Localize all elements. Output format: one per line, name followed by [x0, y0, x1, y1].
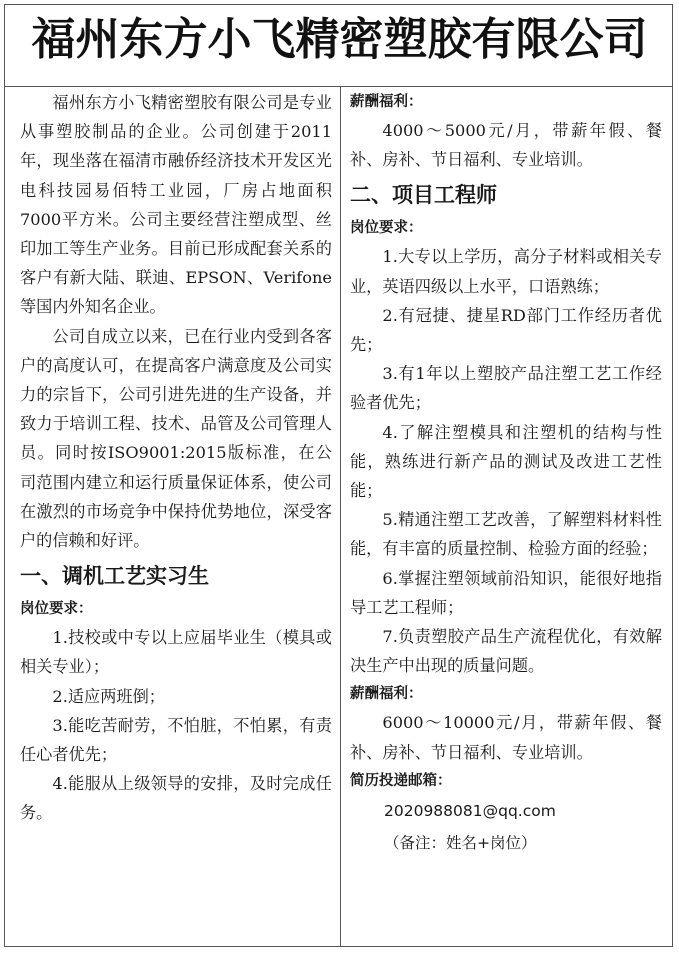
job-2-requirement: 2.有冠捷、捷星RD部门工作经历者优先； [350, 305, 662, 355]
job-2-requirement: 6.掌握注塑领域前沿知识，能很好地指导工艺工程师； [350, 568, 662, 617]
job-1-title: 一、调机工艺实习生 [20, 564, 209, 589]
job-1-requirement: 1.技校或中专以上应届毕业生（模具或相关专业）； [20, 628, 332, 677]
job-1-requirements-label: 岗位要求： [20, 601, 93, 618]
job-2-requirement: 4.了解注塑模具和注塑机的结构与性能，熟练进行新产品的测试及改进工艺性能； [350, 422, 662, 501]
company-title: 福州东方小飞精密塑胶有限公司 [31, 14, 648, 65]
column-divider [340, 86, 341, 947]
left-column [20, 88, 332, 828]
job-2-requirement: 3.有1年以上塑胶产品注塑工艺工作经验者优先； [350, 364, 662, 413]
job-2-requirement: 7.负责塑胶产品生产流程优化，有效解决生产中出现的质量问题。 [350, 627, 662, 676]
job-1-salary-label: 薪酬福利： [350, 94, 423, 110]
email-address: 2020988081@qq.com [384, 801, 556, 820]
job-1-salary: 4000～5000元/月，带薪年假、餐补、房补、节日福利、专业培训。 [350, 121, 662, 170]
job-2-salary-label: 薪酬福利： [350, 686, 423, 703]
job-1-requirement: 3.能吃苦耐劳，不怕脏，不怕累，有责任心者优先； [20, 715, 332, 765]
job-2-title: 二、项目工程师 [350, 183, 497, 208]
application-note: （备注：姓名+岗位） [384, 833, 537, 852]
company-intro-paragraph-2: 公司自成立以来，已在行业内受到各客户的高度认可，在提高客户满意度及公司实力的宗旨下，公司引进先进的生产设备，并致力于培训工程、技术、品管及公司管理人员。同时按ISO9001:2015版标准，在公司范围内建立和运行质量保证体系，使公司在激烈的市场竞争中保持优势地位，深受客户的信赖和好评。 [20, 326, 332, 551]
email-label: 简历投递邮箱： [350, 772, 452, 789]
job-1-requirement: 2.适应两班倒； [52, 686, 165, 706]
right-column [350, 88, 662, 859]
job-2-requirements-label: 岗位要求： [350, 220, 423, 237]
title-divider [4, 86, 673, 87]
job-2-requirement: 5.精通注塑工艺改善，了解塑料材料性能，有丰富的质量控制、检验方面的经验； [350, 510, 662, 559]
company-intro-paragraph-1: 福州东方小飞精密塑胶有限公司是专业从事塑胶制品的企业。公司创建于2011年，现坐落在福清市融侨经济技术开发区光电科技园易佰特工业园，厂房占地面积7000平方米。公司主要经营注塑成型、丝印加工等生产业务。目前已形成配套关系的客户有新大陆、联迪、EPSON、Verifone等国内外知名企业。 [20, 93, 332, 317]
job-2-requirement: 1.大专以上学历，高分子材料或相关专业，英语四级以上水平，口语熟练； [350, 247, 662, 296]
job-1-requirement: 4.能服从上级领导的安排，及时完成任务。 [20, 774, 332, 823]
job-2-salary: 6000～10000元/月，带薪年假、餐补、房补、节日福利、专业培训。 [350, 713, 662, 762]
